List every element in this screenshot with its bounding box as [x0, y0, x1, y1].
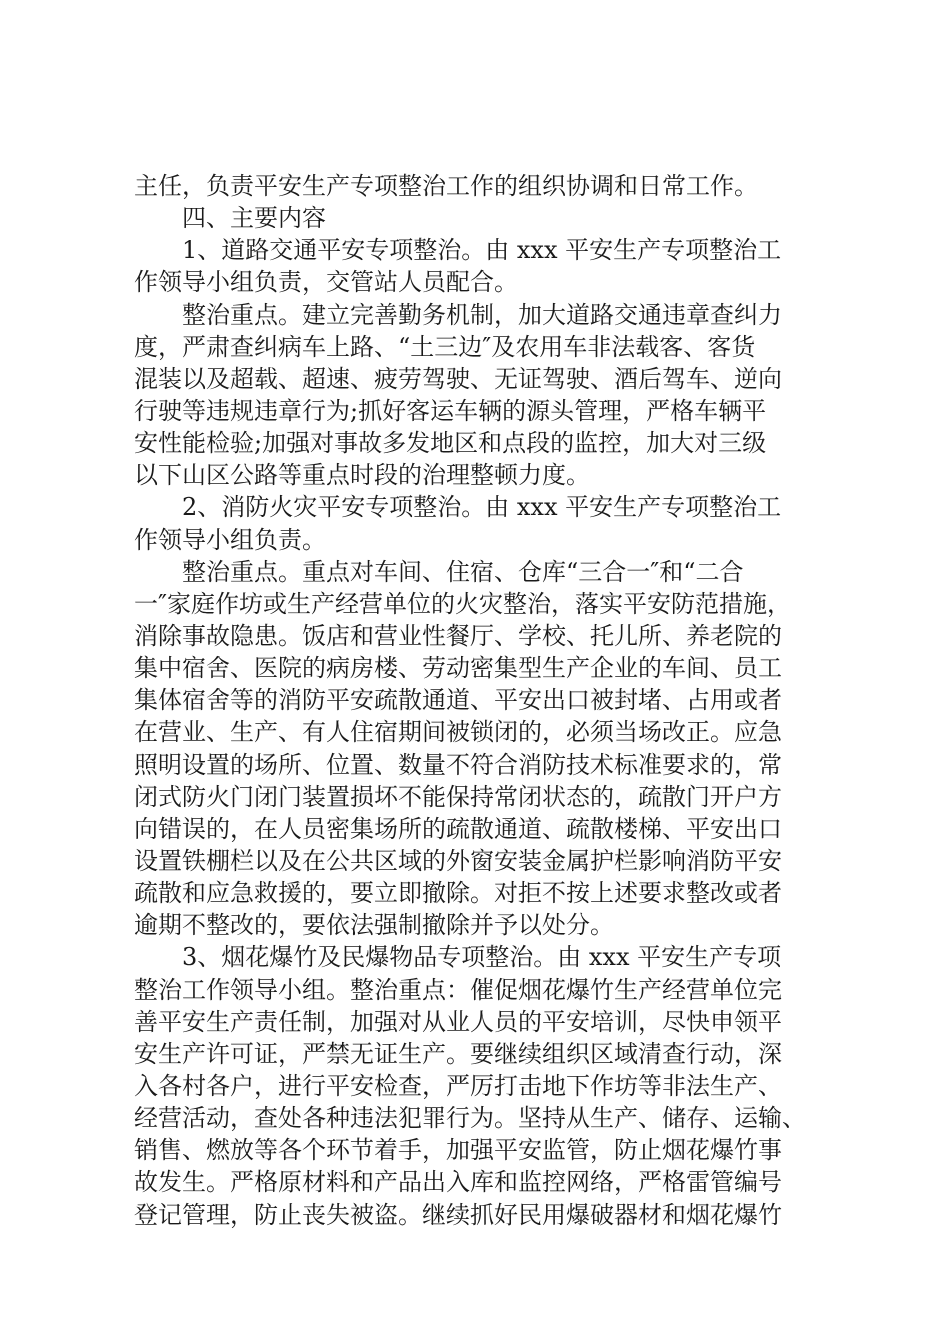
text-line: 消除事故隐患。饭店和营业性餐厅、学校、托儿所、养老院的: [134, 621, 782, 650]
text-line: 1、道路交通平安专项整治。由 xxx 平安生产专项整治工: [182, 236, 782, 265]
text-line: 照明设置的场所、位置、数量不符合消防技术标准要求的，常: [134, 750, 782, 779]
text-line: 善平安生产责任制，加强对从业人员的平安培训，尽快申领平: [134, 1007, 782, 1036]
text-line: 作领导小组负责。: [134, 525, 326, 554]
text-line: 在营业、生产、有人住宿期间被锁闭的，必须当场改正。应急: [134, 718, 782, 747]
text-line: 整治重点。建立完善勤务机制，加大道路交通违章查纠力: [182, 300, 782, 329]
text-line: 集中宿舍、医院的病房楼、劳动密集型生产企业的车间、员工: [134, 654, 782, 683]
text-line: 度，严肃查纠病车上路、“土三边″及农用车非法载客、客货: [134, 332, 756, 361]
text-line: 一″家庭作坊或生产经营单位的火灾整治，落实平安防范措施，: [134, 589, 791, 618]
text-line: 闭式防火门闭门装置损坏不能保持常闭状态的，疏散门开户方: [134, 782, 782, 811]
text-line: 整治重点。重点对车间、住宿、仓库“三合一″和“二合: [182, 557, 744, 586]
text-line: 作领导小组负责，交管站人员配合。: [134, 268, 518, 297]
text-line: 集体宿舍等的消防平安疏散通道、平安出口被封堵、占用或者: [134, 686, 782, 715]
text-line: 混装以及超载、超速、疲劳驾驶、无证驾驶、酒后驾车、逆向: [134, 364, 782, 393]
text-line: 安生产许可证，严禁无证生产。要继续组织区域清查行动，深: [134, 1039, 782, 1068]
text-line: 2、消防火灾平安专项整治。由 xxx 平安生产专项整治工: [182, 493, 782, 522]
text-line: 以下山区公路等重点时段的治理整顿力度。: [134, 461, 590, 490]
text-line: 行驶等违规违章行为;抓好客运车辆的源头管理，严格车辆平: [134, 396, 767, 425]
text-line: 主任，负责平安生产专项整治工作的组织协调和日常工作。: [134, 172, 758, 200]
text-line: 疏散和应急救援的，要立即撤除。对拒不按上述要求整改或者: [134, 879, 782, 908]
text-line: 入各村各户，进行平安检查，严厉打击地下作坊等非法生产、: [134, 1071, 782, 1100]
text-line: 销售、燃放等各个环节着手，加强平安监管，防止烟花爆竹事: [134, 1136, 782, 1165]
text-line: 经营活动，查处各种违法犯罪行为。坚持从生产、储存、运输、: [134, 1104, 806, 1133]
text-line: 安性能检验;加强对事故多发地区和点段的监控，加大对三级: [134, 429, 767, 458]
text-line: 3、烟花爆竹及民爆物品专项整治。由 xxx 平安生产专项: [182, 943, 782, 972]
text-line: 四、主要内容: [182, 204, 326, 233]
document-body: [134, 170, 834, 1231]
text-line: 设置铁棚栏以及在公共区域的外窗安装金属护栏影响消防平安: [134, 846, 782, 875]
text-line: 向错误的，在人员密集场所的疏散通道、疏散楼梯、平安出口: [134, 814, 782, 843]
text-line: 登记管理，防止丧失被盗。继续抓好民用爆破器材和烟花爆竹: [134, 1200, 782, 1229]
text-line: 整治工作领导小组。整治重点：催促烟花爆竹生产经营单位完: [134, 975, 782, 1004]
text-line: 逾期不整改的，要依法强制撤除并予以处分。: [134, 911, 614, 940]
text-line: 故发生。严格原材料和产品出入库和监控网络，严格雷管编号: [134, 1168, 782, 1197]
